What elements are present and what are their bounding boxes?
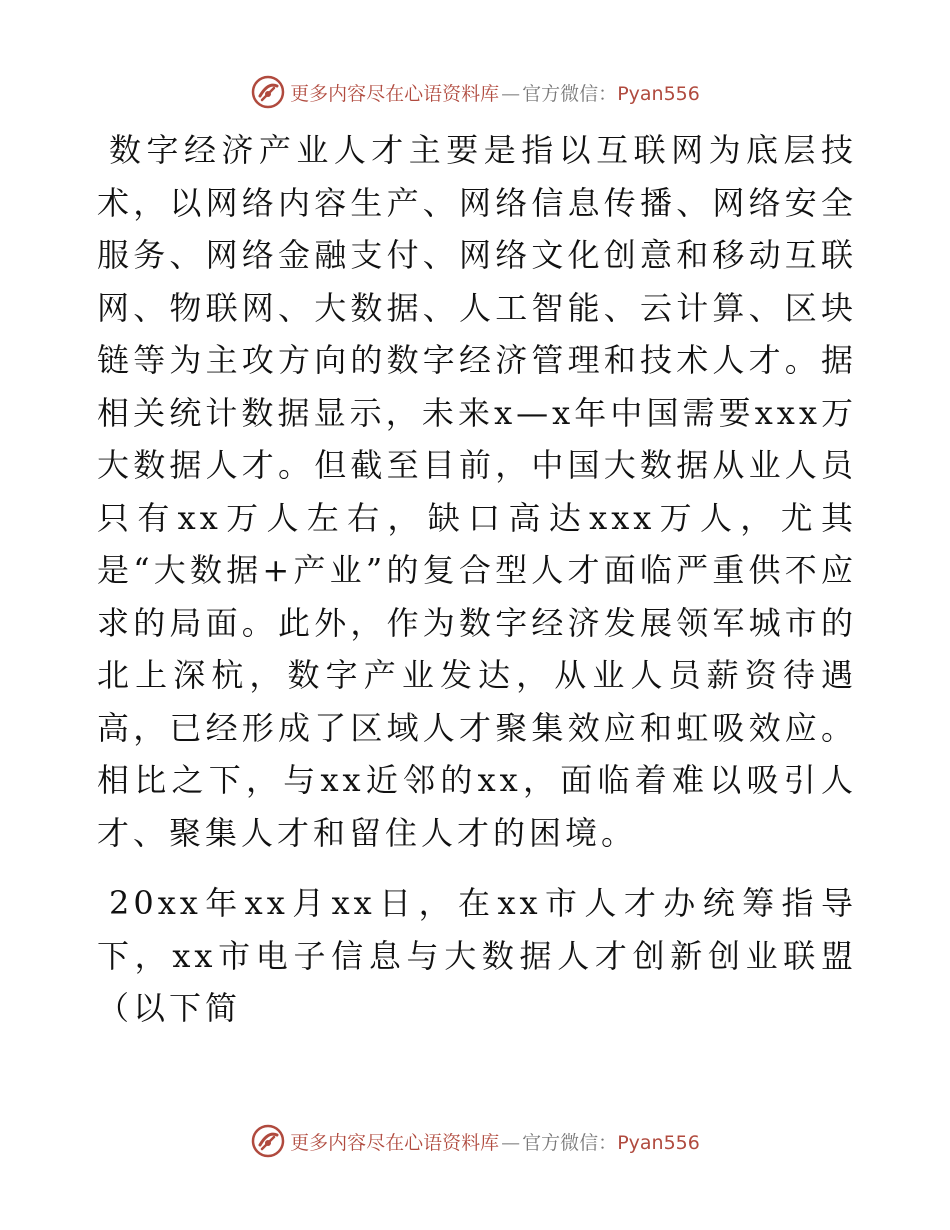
watermark-text bbox=[290, 1128, 700, 1155]
footer-watermark bbox=[0, 1121, 950, 1161]
seal-logo-icon bbox=[250, 74, 286, 110]
header-watermark bbox=[0, 72, 950, 112]
watermark-text bbox=[290, 79, 700, 106]
watermark-label: 官方微信： bbox=[522, 1131, 618, 1154]
paragraph-1: 数字经济产业人才主要是指以互联网为底层技术，以网络内容生产、网络信息传播、网络安全服务、网络金融支付、网络文化创意和移动互联网、物联网、大数据、人工智能、云计算、区块链等为主攻方向的数字经济管理和技术人才。据相关统计数据显示，未来x—x年中国需要xxx万大数据人才。但截至目前，中国大数据从业人员只有xx万人左右，缺口高达xxx万人，尤其是“大数据+产业”的复合型人才面临严重供不应求的局面。此外，作为数字经济发展领军城市的北上深杭，数字产业发达，从业人员薪资待遇高，已经形成了区域人才聚集效应和虹吸效应。相比之下，与xx近邻的xx，面临着难以吸引人才、聚集人才和留住人才的困境。 bbox=[97, 131, 857, 852]
watermark-label: 官方微信： bbox=[522, 82, 618, 105]
document-body bbox=[97, 124, 857, 1035]
watermark-separator: — bbox=[501, 1131, 521, 1154]
seal-logo-icon bbox=[250, 1123, 286, 1159]
watermark-wechat-id: Pyan556 bbox=[617, 82, 700, 105]
watermark-title: 更多内容尽在心语资料库 bbox=[290, 82, 500, 105]
watermark-separator: — bbox=[501, 82, 521, 105]
paragraph-2: 20xx年xx月xx日，在xx市人才办统筹指导下，xx市电子信息与大数据人才创新创业联盟（以下简 bbox=[97, 884, 857, 1027]
watermark-title: 更多内容尽在心语资料库 bbox=[290, 1131, 500, 1154]
watermark-wechat-id: Pyan556 bbox=[617, 1131, 700, 1154]
